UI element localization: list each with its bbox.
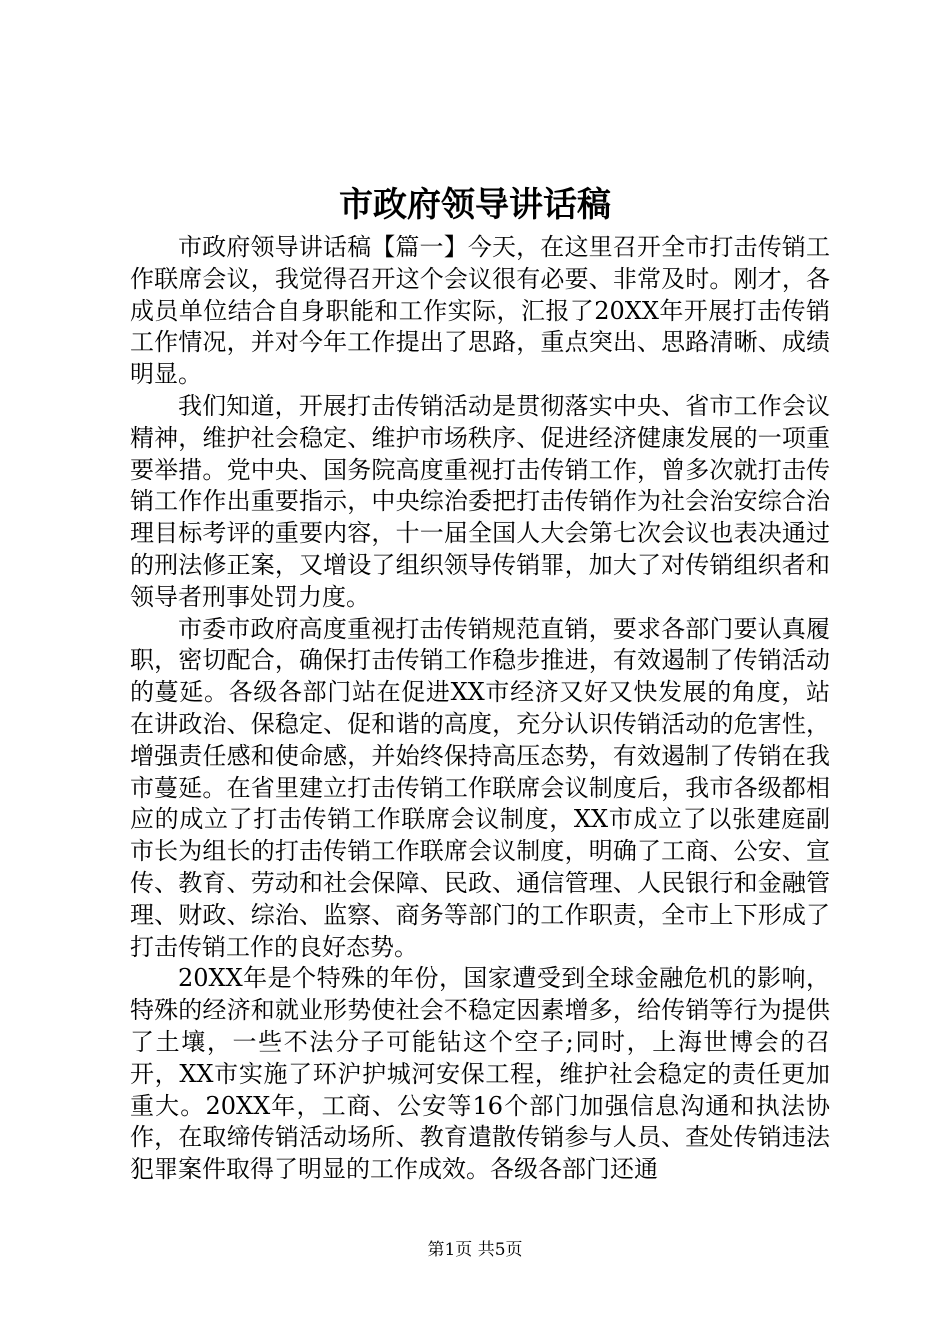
paragraph-1: 市政府领导讲话稿【篇一】今天，在这里召开全市打击传销工作联席会议，我觉得召开这个会议很有必要、非常及时。刚才，各成员单位结合自身职能和工作实际，汇报了20XX年开展打击传销工作情况，并对今年工作提出了思路，重点突出、思路清晰、成绩明显。	[130, 233, 830, 389]
paragraph-3: 市委市政府高度重视打击传销规范直销，要求各部门要认真履职，密切配合，确保打击传销工作稳步推进，有效遏制了传销活动的蔓延。各级各部门站在促进XX市经济又好又快发展的角度，站在讲政治、保稳定、促和谐的高度，充分认识传销活动的危害性，增强责任感和使命感，并始终保持高压态势，有效遏制了传销在我市蔓延。在省里建立打击传销工作联席会议制度后，我市各级都相应的成立了打击传销工作联席会议制度，XX市成立了以张建庭副市长为组长的打击传销工作联席会议制度，明确了工商、公安、宣传、教育、劳动和社会保障、民政、通信管理、人民银行和金融管理、财政、综治、监察、商务等部门的工作职责，全市上下形成了打击传销工作的良好态势。	[130, 614, 830, 961]
page-footer: 第1页 共5页	[427, 1240, 523, 1260]
document-title: 市政府领导讲话稿	[339, 185, 611, 225]
paragraph-4: 20XX年是个特殊的年份，国家遭受到全球金融危机的影响，特殊的经济和就业形势使社会不稳定因素增多，给传销等行为提供了土壤，一些不法分子可能钻这个空子;同时，上海世博会的召开，XX市实施了环沪护城河安保工程，维护社会稳定的责任更加重大。20XX年，工商、公安等16个部门加强信息沟通和执法协作，在取缔传销活动场所、教育遣散传销参与人员、查处传销违法犯罪案件取得了明显的工作成效。各级各部门还通	[130, 964, 830, 1184]
paragraph-2: 我们知道，开展打击传销活动是贯彻落实中央、省市工作会议精神，维护社会稳定、维护市场秩序、促进经济健康发展的一项重要举措。党中央、国务院高度重视打击传销工作，曾多次就打击传销工作作出重要指示，中央综治委把打击传销作为社会治安综合治理目标考评的重要内容，十一届全国人大会第七次会议也表决通过的刑法修正案，又增设了组织领导传销罪，加大了对传销组织者和领导者刑事处罚力度。	[130, 391, 830, 611]
document-body	[130, 232, 830, 1186]
